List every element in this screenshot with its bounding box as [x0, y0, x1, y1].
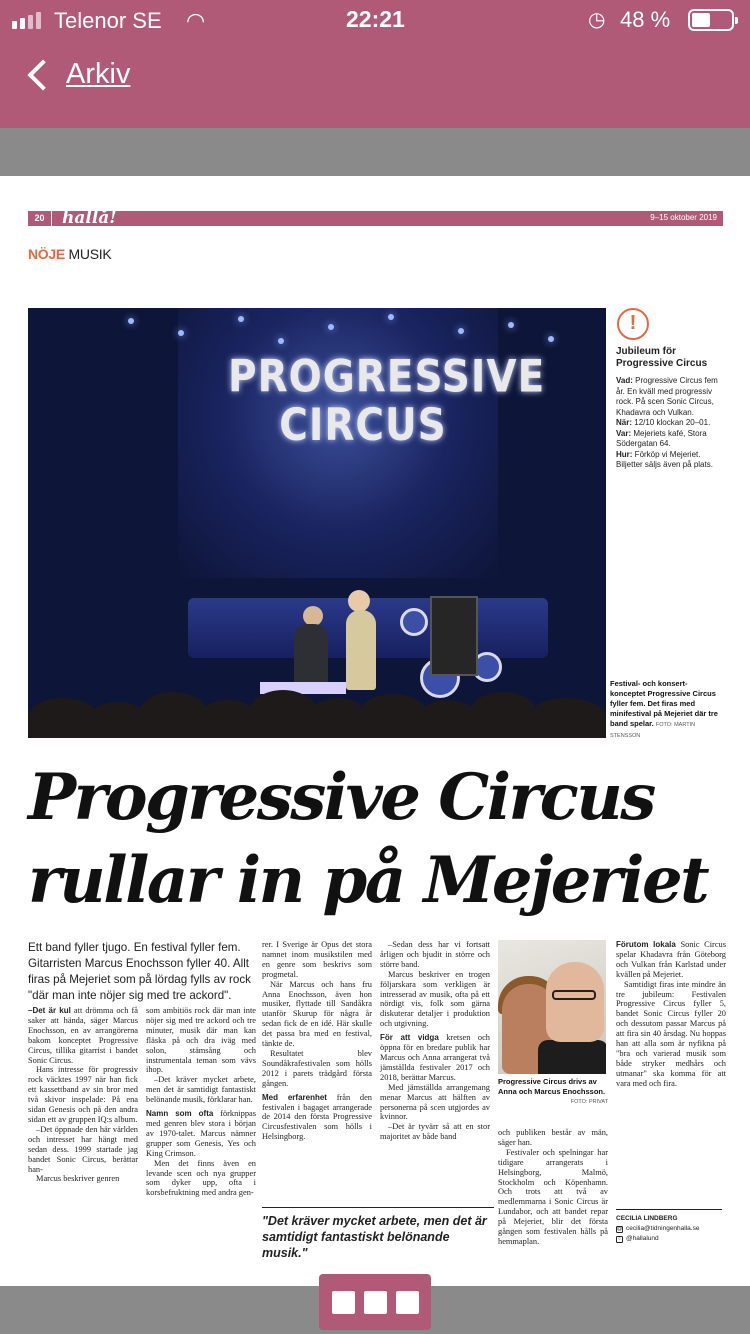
caption-text: Festival- och konsert-konceptet Progressive Circus fyller fem. Det firas med minifestival på Mejeriet där tre band spelar.	[610, 679, 718, 728]
pull-quote: "Det kräver mycket arbete, men det är samtidigt fantastiskt belönande musik."	[262, 1207, 494, 1261]
fact-how: Hur: Förköp vi Mejeriet. Biljetter säljs även på plats.	[616, 449, 713, 469]
fact-what: Vad: Progressive Circus fem år. En kväll med progressiv rock. På scen Sonic Circus, Khadavra och Vulkan.	[616, 376, 718, 417]
body-column: som ambitiös rock där man inte nöjer sig med tre ackord och tre minuter, musik där man kan fläska på och dra iväg med solon, stämsång och instrumentala teman som vävs ihop. –Det kräver mycket arbete, men det är samtidigt fantastiskt belönande musik, förklarar han. Namn som ofta förknippas med genren blev stora i början av 1970-talet. Marcus nämner grupper som Genesis, Yes och King Crimson. Men det finns även en levande scen och nya grupper som dyker upp, ofta i korsbefruktning med andra gen-	[146, 1006, 256, 1198]
sign-line: CIRCUS	[279, 399, 447, 452]
author-name: CECILIA LINDBERG	[616, 1215, 678, 1222]
back-label: Arkiv	[66, 58, 131, 90]
battery-icon	[688, 9, 734, 31]
exclamation-icon: !	[617, 308, 649, 340]
chevron-left-icon	[27, 59, 58, 90]
sign-line: PROGRESSIVE	[228, 351, 546, 404]
grid-square-icon	[364, 1291, 387, 1314]
drum	[400, 608, 428, 636]
photo-credit: FOTO: MARTIN STENSSON	[610, 722, 696, 739]
author-social[interactable]: @hallalund	[626, 1235, 659, 1242]
grid-square-icon	[332, 1291, 355, 1314]
body-column: –Sedan dess har vi fortsatt årligen och bjudit in större och större band. Marcus beskriver en trogen följarskara som verkligen är intresserad av musik, ofta på ett nördigt vis, folk som gärna diskuterar detaljer i produktion och utgivning. För att vidga kretsen och öppna för en bredare publik har Marcus och Anna arrangerat två jämställda festivaler 2017 och 2018, berättar Marcus. Med jämställda arrangemang menar Marcus att hälften av personerna på scen utgjordes av kvinnor. –Det är tyvärr så att en stor majoritet av både band	[380, 940, 490, 1142]
alarm-icon: ◷	[588, 9, 606, 31]
portrait-credit: FOTO: PRIVAT	[570, 1099, 608, 1105]
musician	[346, 610, 376, 690]
section-primary: NÖJE	[28, 246, 65, 262]
musician	[294, 624, 328, 688]
body-column: och publiken består av män, säger han. Festivaler och spelningar har tidigare arrangerats i Helsingborg, Malmö, Stockholm och Köpenhamn. Och trots att två av medlemmarna i Sonic Circus är Lundabor, och att bandet repar på Mejeriet, blir det första gången som festivalen hålls på hemmaplan.	[498, 1128, 608, 1246]
fact-box	[616, 308, 724, 471]
signal-icon	[12, 12, 41, 29]
photo-caption	[610, 679, 722, 741]
issue-date: 9–15 oktober 2019	[650, 213, 717, 222]
status-bar	[0, 0, 750, 40]
section-label	[28, 246, 111, 262]
carrier-name: Telenor SE	[54, 8, 162, 33]
body-column: Förutom lokala Sonic Circus spelar Khadavra från Göteborg och Vulkan från Karlstad under kvällen på Mejeriet. Samtidigt firas inte mindre än tre jubileum: Festivalen Progressive Circus fyller 5, bandet Sonic Circus fyller 20 och dessutom passar Marcus på att fira sin 40 årsdag. Nu hoppas han att alla som är nyfikna på "bra och varierad musik som både stryker medhårs och utmanar" ska komma för att vara med och fira.	[616, 940, 726, 1088]
concert-photo	[28, 308, 606, 738]
page-menu-button[interactable]	[319, 1274, 431, 1330]
battery-percent: 48 %	[620, 7, 671, 32]
email-icon: @	[617, 1225, 623, 1232]
audience	[28, 698, 606, 738]
grid-square-icon	[396, 1291, 419, 1314]
musician-head	[348, 590, 370, 612]
portrait-photo	[498, 940, 606, 1074]
newspaper-page[interactable]	[0, 176, 750, 1286]
fact-box-title: Jubileum för Progressive Circus	[616, 346, 708, 369]
app-header	[0, 0, 750, 128]
clock: 22:21	[346, 6, 405, 32]
portrait-caption-text: Progressive Circus drivs av Anna och Marcus Enochsson.	[498, 1077, 606, 1096]
fact-when: När: 12/10 klockan 20–01.	[616, 418, 711, 427]
lead-paragraph: Ett band fyller tjugo. En festival fyller fem. Gitarristen Marcus Enochsson fyller 40. Allt firas på Mejeriet som på lördag fylls av rock "där man inte nöjer sig med tre ackord".	[28, 941, 251, 1002]
page-header-band	[28, 208, 723, 228]
back-button[interactable]	[22, 58, 130, 91]
publication-logo: hallå!	[62, 208, 117, 228]
page-number: 20	[28, 211, 52, 226]
body-column: rer. I Sverige är Opus det stora namnet inom musikstilen med en genre som beskrivs som progmetal. När Marcus och hans fru Anna Enochsson, även hon musiker, flyttade till Sandåkra utanför Skurup för några år sedan fick de en idé. Här skulle det passa bra med en festival, tänkte de. Resultatet blev Soundåkrafestivalen som hölls 2012 i parets trädgård första gången. Med erfarenhet från den festivalen i bagaget arrangerade de 2014 den första Progressive Circusfestivalen som hölls i Helsingborg.	[262, 940, 372, 1142]
byline	[616, 1209, 722, 1244]
fact-where: Var: Mejeriets kafé, Stora Södergatan 64.	[616, 428, 707, 448]
section-secondary: MUSIK	[68, 246, 112, 262]
musician-head	[303, 606, 323, 626]
amplifier	[430, 596, 478, 676]
stage-sign	[228, 351, 546, 452]
wifi-icon: ◠	[186, 8, 206, 33]
headline: Progressive Circus rullar in på Mejeriet	[28, 760, 708, 918]
instagram-icon: ○	[617, 1235, 622, 1242]
portrait-caption	[498, 1077, 608, 1107]
body-column: –Det är kul att drömma och få saker att hända, säger Marcus Enochsson, en av arrangörerna bakom konceptet Progressive Circus, tillika gitarrist i bandet Sonic Circus. Hans intresse för progressiv rock väcktes 1997 när han fick ett kassettband av sin bror med två skivor inspelade: På ena sidan Genesis och på den andra sidan ett av gruppen IQ:s album. –Det öppnade den här världen och intresset har hängt med sedan dess. 1999 startade jag bandet Sonic Circus, berättar han- Marcus beskriver genren	[28, 1006, 138, 1184]
author-email[interactable]: cecilia@tidningenhalla.se	[626, 1225, 700, 1232]
page-gutter	[0, 128, 750, 176]
